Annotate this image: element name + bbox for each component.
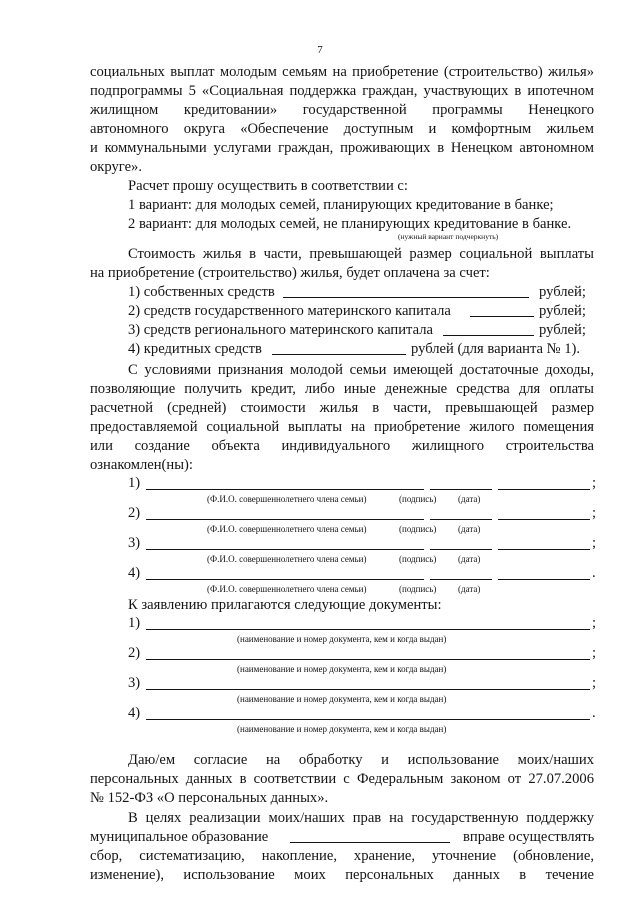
signer-date-blank[interactable] — [498, 473, 590, 490]
signer-signature-blank[interactable] — [430, 563, 492, 580]
document-caption: (наименование и номер документа, кем и когда выдан) — [237, 694, 447, 704]
caption-name: (Ф.И.О. совершеннолетнего члена семьи) — [207, 554, 367, 564]
funding-item-tail: рублей; — [539, 322, 586, 338]
calculation-intro: Расчет прошу осуществить в соответствии с: — [128, 178, 408, 194]
paragraph-line: сбор, систематизацию, накопление, хранение, уточнение (обновление, — [90, 848, 594, 864]
row-end: ; — [592, 475, 597, 491]
row-end: ; — [592, 675, 597, 691]
paragraph-line: социальных выплат молодым семьям на приобретение (строительство) жилья» — [90, 64, 594, 80]
funding-item-tail: рублей; — [539, 303, 586, 319]
page-number: 7 — [317, 44, 323, 56]
signer-name-blank[interactable] — [146, 533, 424, 550]
caption-date: (дата) — [458, 524, 481, 534]
paragraph-line: округе». — [90, 159, 143, 175]
signer-date-blank[interactable] — [498, 563, 590, 580]
row-number: 1) — [128, 615, 141, 631]
consent-line: персональных данных в соответствии с Федеральным законом от 27.07.2006 — [90, 771, 594, 787]
row-end: . — [592, 705, 596, 721]
document-blank[interactable] — [146, 643, 590, 660]
row-number: 3) — [128, 535, 141, 551]
paragraph-line: автономного округа «Обеспечение доступным и комфортным жильем — [90, 121, 594, 137]
funding-amount-blank[interactable] — [443, 320, 534, 336]
paragraph-line: В целях реализации моих/наших прав на государственную поддержку — [128, 810, 594, 826]
paragraph-line: Стоимость жилья в части, превышающей размер социальной выплаты — [128, 246, 594, 262]
row-number: 2) — [128, 645, 141, 661]
funding-item-label: 1) собственных средств — [128, 284, 275, 300]
signer-name-blank[interactable] — [146, 473, 424, 490]
document-caption: (наименование и номер документа, кем и когда выдан) — [237, 664, 447, 674]
row-end: . — [592, 565, 596, 581]
row-number: 4) — [128, 705, 141, 721]
paragraph-line: ознакомлен(ны): — [90, 457, 193, 473]
funding-item-label: 3) средств регионального материнского капитала — [128, 322, 433, 338]
signer-date-blank[interactable] — [498, 533, 590, 550]
option-2: 2 вариант: для молодых семей, не планирующих кредитование в банке. — [128, 216, 572, 232]
row-number: 4) — [128, 565, 141, 581]
funding-amount-blank[interactable] — [470, 301, 534, 317]
caption-name: (Ф.И.О. совершеннолетнего члена семьи) — [207, 584, 367, 594]
consent-line: № 152-ФЗ «О персональных данных». — [90, 790, 329, 806]
funding-item-tail: рублей; — [539, 284, 586, 300]
paragraph-line: предоставляемой социальной выплаты на приобретение жилого помещения — [90, 419, 594, 435]
underline-note: (нужный вариант подчеркнуть) — [398, 232, 499, 241]
row-number: 2) — [128, 505, 141, 521]
paragraph-line: на приобретение (строительство) жилья, будет оплачена за счет: — [90, 265, 490, 281]
caption-signature: (подпись) — [399, 554, 437, 564]
caption-date: (дата) — [458, 554, 481, 564]
paragraph-line: подпрограммы 5 «Социальная поддержка граждан, участвующих в ипотечном — [90, 83, 594, 99]
caption-date: (дата) — [458, 494, 481, 504]
caption-name: (Ф.И.О. совершеннолетнего члена семьи) — [207, 524, 367, 534]
paragraph-line: расчетной (средней) стоимости жилья в части, превышающей размер — [90, 400, 594, 416]
paragraph-line: и коммунальными услугами граждан, проживающих в Ненецком автономном — [90, 140, 594, 156]
funding-item-label: 2) средств государственного материнского капитала — [128, 303, 451, 319]
row-number: 1) — [128, 475, 141, 491]
row-number: 3) — [128, 675, 141, 691]
funding-amount-blank[interactable] — [283, 282, 529, 298]
funding-item-tail: рублей (для варианта № 1). — [411, 341, 581, 357]
funding-item-label: 4) кредитных средств — [128, 341, 262, 357]
caption-signature: (подпись) — [399, 524, 437, 534]
municipality-tail: вправе осуществлять — [463, 829, 595, 845]
document-caption: (наименование и номер документа, кем и когда выдан) — [237, 634, 447, 644]
signer-name-blank[interactable] — [146, 503, 424, 520]
row-end: ; — [592, 645, 597, 661]
paragraph-line: С условиями признания молодой семьи имеющей достаточные доходы, — [128, 362, 594, 378]
municipality-label: муниципальное образование — [90, 829, 269, 845]
document-caption: (наименование и номер документа, кем и когда выдан) — [237, 724, 447, 734]
document-blank[interactable] — [146, 703, 590, 720]
document-blank[interactable] — [146, 613, 590, 630]
row-end: ; — [592, 615, 597, 631]
document-blank[interactable] — [146, 673, 590, 690]
signer-date-blank[interactable] — [498, 503, 590, 520]
option-1: 1 вариант: для молодых семей, планирующих кредитование в банке; — [128, 197, 554, 213]
paragraph-line: или создание объекта индивидуального жилищного строительства — [90, 438, 594, 454]
signer-signature-blank[interactable] — [430, 473, 492, 490]
signer-name-blank[interactable] — [146, 563, 424, 580]
signer-signature-blank[interactable] — [430, 533, 492, 550]
consent-line: Даю/ем согласие на обработку и использование моих/наших — [128, 752, 594, 768]
paragraph-line: позволяющие получить кредит, либо иные денежные средства для оплаты — [90, 381, 594, 397]
caption-signature: (подпись) — [399, 584, 437, 594]
caption-date: (дата) — [458, 584, 481, 594]
caption-signature: (подпись) — [399, 494, 437, 504]
paragraph-line: жилищном кредитовании» государственной программы Ненецкого — [90, 102, 594, 118]
paragraph-line: изменение), использование моих персональных данных в течение — [90, 867, 594, 883]
funding-amount-blank[interactable] — [272, 339, 406, 355]
row-end: ; — [592, 535, 597, 551]
row-end: ; — [592, 505, 597, 521]
municipality-blank[interactable] — [290, 827, 450, 843]
caption-name: (Ф.И.О. совершеннолетнего члена семьи) — [207, 494, 367, 504]
documents-heading: К заявлению прилагаются следующие документы: — [128, 597, 442, 613]
signer-signature-blank[interactable] — [430, 503, 492, 520]
